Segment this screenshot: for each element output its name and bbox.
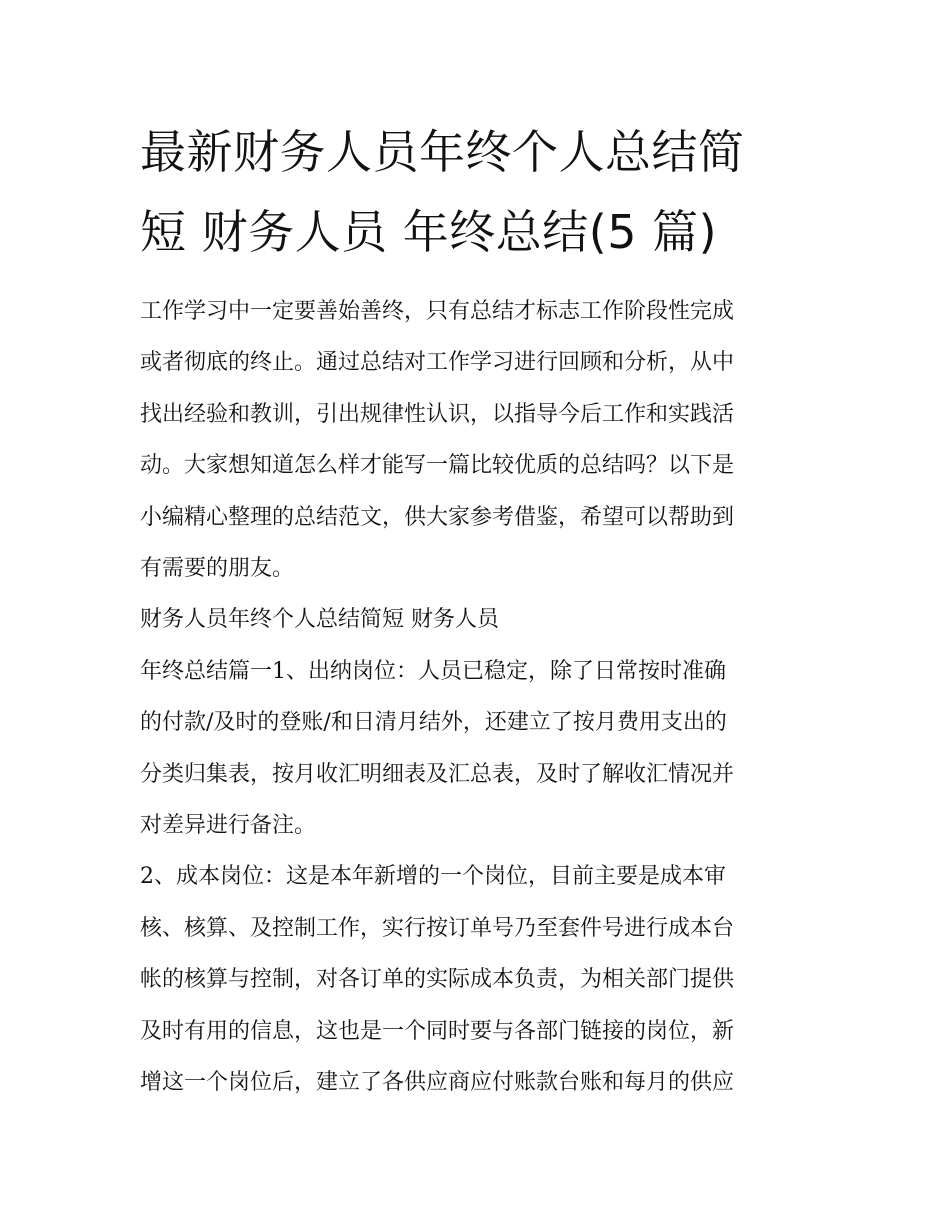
text-line: 年终总结篇一1、出纳岗位：人员已稳定，除了日常按时准确 [140,658,726,684]
document-page [140,112,812,1109]
text-line: 对差异进行备注。 [140,813,317,839]
text-line: 及时有用的信息，这也是一个同时要与各部门链接的岗位，新 [140,1018,735,1044]
text-line: 2、成本岗位：这是本年新增的一个岗位，目前主要是成本审 [140,864,726,890]
paragraph-cost [140,851,812,1108]
title-line: 短 财务人员 年终总结(5 篇) [140,205,718,259]
text-line: 或者彻底的终止。通过总结对工作学习进行回顾和分析，从中 [140,350,735,376]
text-line: 动。大家想知道怎么样才能写一篇比较优质的总结吗？以下是 [140,453,735,479]
text-line: 增这一个岗位后，建立了各供应商应付账款台账和每月的供应 [140,1070,735,1096]
text-line: 小编精心整理的总结范文，供大家参考借鉴，希望可以帮助到 [140,504,735,530]
paragraph-cashier [140,646,812,852]
text-line: 找出经验和教训，引出规律性认识，以指导今后工作和实践活 [140,401,735,427]
text-line: 工作学习中一定要善始善终，只有总结才标志工作阶段性完成 [140,299,735,324]
document-title [140,112,812,272]
text-line: 财务人员年终个人总结简短 财务人员 [140,607,499,633]
text-line: 分类归集表，按月收汇明细表及汇总表，及时了解收汇情况并 [140,761,735,787]
document-body [140,286,812,1109]
paragraph-intro [140,286,812,594]
text-line: 的付款/及时的登账/和日清月结外，还建立了按月费用支出的 [140,710,727,736]
section-heading [140,594,812,645]
title-line: 最新财务人员年终个人总结简 [140,125,745,179]
text-line: 有需要的朋友。 [140,556,295,582]
text-line: 帐的核算与控制，对各订单的实际成本负责，为相关部门提供 [140,967,735,993]
text-line: 核、核算、及控制工作，实行按订单号乃至套件号进行成本台 [140,915,735,941]
